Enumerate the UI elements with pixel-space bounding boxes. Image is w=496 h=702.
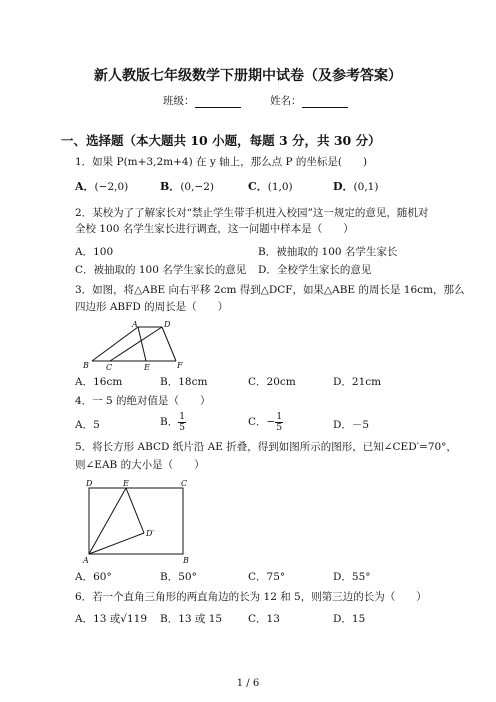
q2-option-b: B．被抽取的 100 名学生家长 <box>258 246 398 258</box>
label-a: A <box>83 556 89 564</box>
q5-line1: 5．将长方形 ABCD 纸片沿 AE 折叠，得到如图所示的图形，已知∠CED′=70°， <box>75 441 457 453</box>
q5-line2: 则∠EAB 的大小是（ ） <box>75 459 205 471</box>
label-e: E <box>123 479 129 488</box>
q5-option-d: D．55° <box>333 571 371 583</box>
line-ae <box>89 488 126 554</box>
q3-line2: 四边形 ABFD 的周长是（ ） <box>75 301 229 313</box>
label-d-prime: D′ <box>146 529 155 538</box>
label-b: B <box>183 556 189 564</box>
q4-option-c: C．− $\frac{1}{5}$ <box>248 412 283 433</box>
q5-option-c: C．75° <box>248 571 286 583</box>
q3-line1: 3．如图，将△ABE 向右平移 2cm 得到△DCF，如果△ABE 的周长是 16cm，那么 <box>75 284 465 296</box>
label-e: E <box>144 363 150 370</box>
class-blank <box>195 96 241 108</box>
label-a: A <box>132 320 138 329</box>
q5-option-b: B．50° <box>160 571 197 583</box>
label-c: C <box>106 363 113 370</box>
q3-option-c: C．20cm <box>248 376 296 388</box>
name-field <box>270 93 348 108</box>
section-heading: 一、选择题（本大题共 10 小题，每题 3 分，共 30 分） <box>61 133 381 148</box>
page-title: 新人教版七年级数学下册期中试卷（及参考答案） <box>94 68 402 84</box>
line-dc <box>110 327 162 361</box>
line-ed-prime <box>126 488 144 533</box>
line-ad-prime <box>89 533 144 554</box>
q3-option-b: B．18cm <box>160 376 208 388</box>
label-d: D <box>164 320 171 329</box>
q2-option-a: A．100 <box>75 246 114 258</box>
q6-stem: 6．若一个直角三角形的两直角边的长为 12 和 5，则第三边的长为（ ） <box>75 591 427 603</box>
q5-option-a: A．60° <box>75 571 112 583</box>
name-label: 姓名： <box>270 95 302 107</box>
q6-option-c: C．13 <box>248 613 280 625</box>
q4-fraction-b: $\frac{1}{5}$ <box>179 412 185 433</box>
line-df <box>162 327 176 361</box>
q2-option-d: D．全校学生家长的意见 <box>258 264 372 276</box>
q4-option-a: A．5 <box>75 419 100 431</box>
q6-option-d: D．15 <box>333 613 366 625</box>
q1-option-b: B．(0,−2) <box>160 180 215 193</box>
q4-option-b: B． $\frac{1}{5}$ <box>160 412 185 433</box>
class-label: 班级： <box>163 95 195 107</box>
q1-option-d: D．(0,1) <box>333 180 379 193</box>
q1-option-a: A．(−2,0) <box>75 180 129 193</box>
label-d: D <box>86 479 93 488</box>
name-blank <box>302 96 348 108</box>
label-c: C <box>181 479 188 488</box>
q5-figure <box>80 476 192 564</box>
q2-option-c: C．被抽取的 100 名学生家长的意见 <box>75 264 247 276</box>
q6-option-b: B．13 或 15 <box>160 613 223 625</box>
q3-option-a: A．16cm <box>75 376 123 388</box>
rectangle-abcd <box>89 488 183 554</box>
q2-line2: 全校 100 名学生家长进行调查，这一问题中样本是（ ） <box>75 223 354 235</box>
q4-option-d: D．－5 <box>333 419 370 431</box>
q3-option-d: D．21cm <box>333 376 382 388</box>
class-field <box>163 93 241 108</box>
q2-line1: 2．某校为了了解家长对“禁止学生带手机进入校园”这一规定的意见，随机对 <box>75 207 429 219</box>
label-b: B <box>83 361 89 370</box>
label-f: F <box>177 361 183 370</box>
line-ae <box>138 327 146 361</box>
q6-option-a: A．13 或√119 <box>75 613 148 625</box>
q3-figure <box>80 318 190 370</box>
page-number: 1 / 6 <box>236 678 260 689</box>
q4-stem: 4．一 5 的绝对值是（ ） <box>75 395 211 407</box>
q1-option-c: C．(1,0) <box>248 180 293 193</box>
q4-fraction-c: $\frac{1}{5}$ <box>276 412 283 433</box>
line-ab <box>92 327 138 361</box>
q1-stem: 1．如果 P(m+3,2m+4) 在 y 轴上，那么点 P 的坐标是( ) <box>75 156 368 168</box>
